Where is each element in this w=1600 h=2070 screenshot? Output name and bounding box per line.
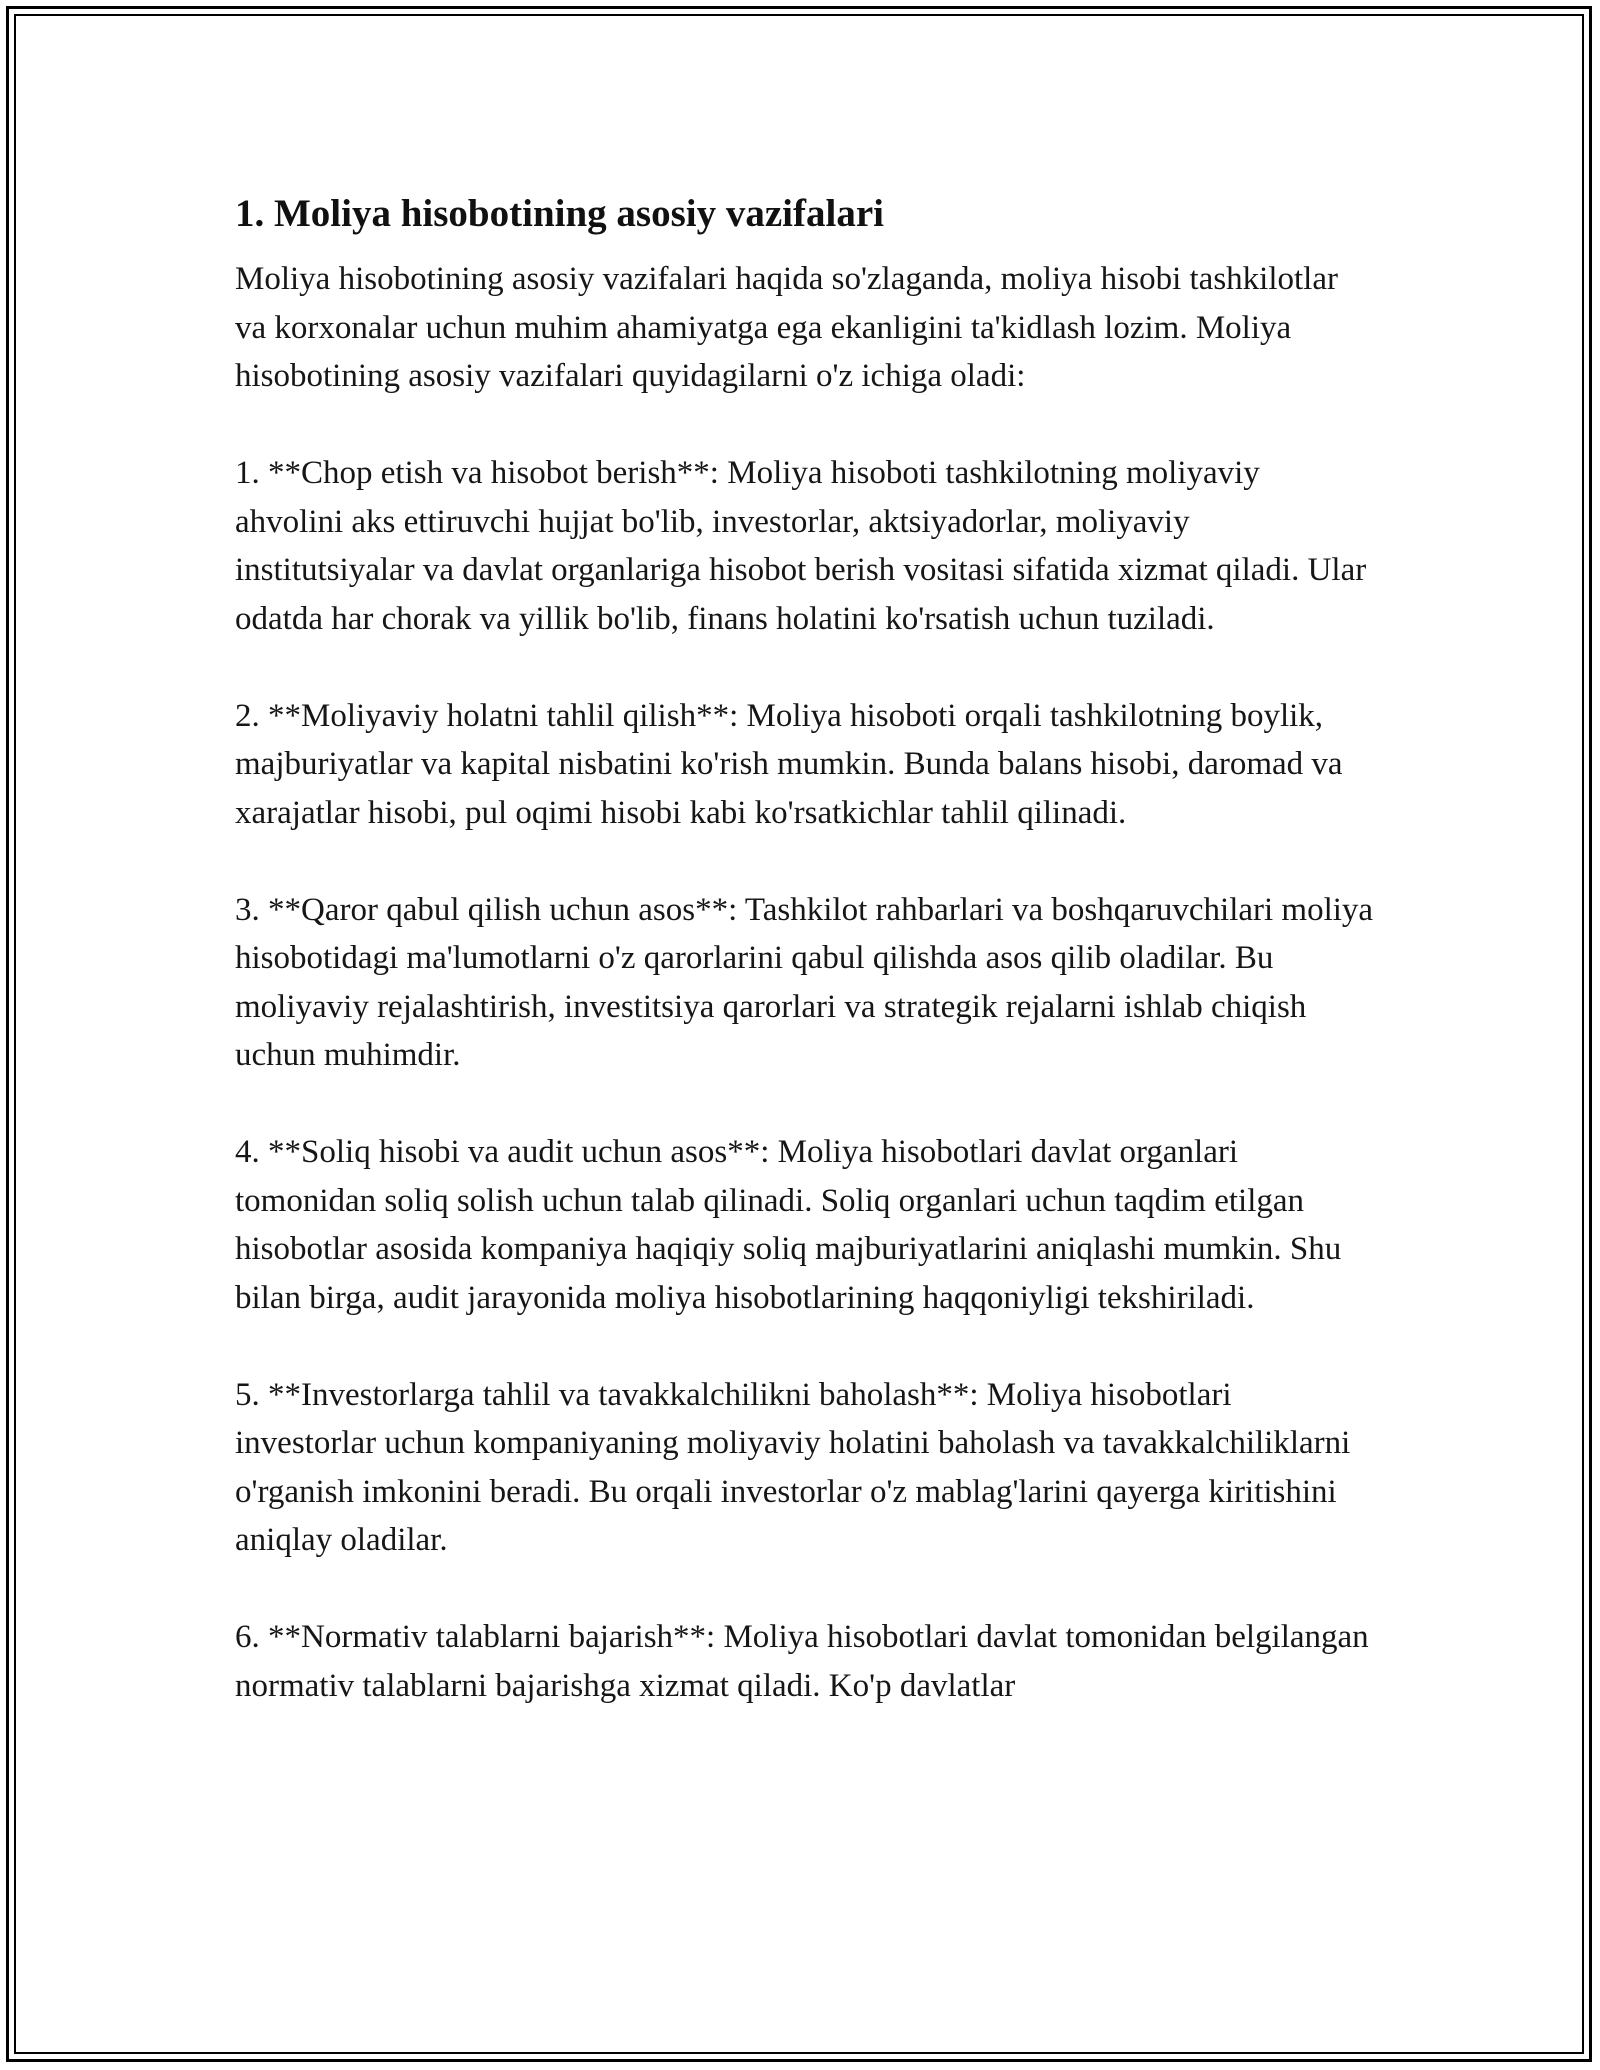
document-body <box>235 185 1375 1710</box>
list-item-5: 5. **Investorlarga tahlil va tavakkalchilikni baholash**: Moliya hisobotlari investorlar uchun kompaniyaning moliyaviy holatini baholash va tavakkalchiliklarni o'rganish imkonini beradi. Bu orqali investorlar o'z mablag'larini qayerga kiritishini aniqlay oladilar. <box>235 1376 1351 1558</box>
intro-paragraph: Moliya hisobotining asosiy vazifalari haqida so'zlaganda, moliya hisobi tashkilotlar va korxonalar uchun muhim ahamiyatga ega ekanligini ta'kidlash lozim. Moliya hisobotining asosiy vazifalari quyidagilarni o'z ichiga oladi: <box>235 261 1338 394</box>
list-item-3: 3. **Qaror qabul qilish uchun asos**: Tashkilot rahbarlari va boshqaruvchilari moliya hisobotidagi ma'lumotlarni o'z qarorlarini qabul qilishda asos qilib oladilar. Bu moliyaviy rejalashtirish, investitsiya qarorlari va strategik rejalarni ishlab chiqish uchun muhimdir. <box>235 891 1374 1073</box>
list-item-2: 2. **Moliyaviy holatni tahlil qilish**: Moliya hisoboti orqali tashkilotning boylik, majburiyatlar va kapital nisbatini ko'rish mumkin. Bunda balans hisobi, daromad va xarajatlar hisobi, pul oqimi hisobi kabi ko'rsatkichlar tahlil qilinadi. <box>235 697 1343 831</box>
list-item-1: 1. **Chop etish va hisobot berish**: Moliya hisoboti tashkilotning moliyaviy ahvolini aks ettiruvchi hujjat bo'lib, investorlar, aktsiyadorlar, moliyaviy institutsiyalar va davlat organlariga hisobot berish vositasi sifatida xizmat qiladi. Ular odatda har chorak va yillik bo'lib, finans holatini ko'rsatish uchun tuziladi. <box>235 455 1367 637</box>
list-item-4: 4. **Soliq hisobi va audit uchun asos**: Moliya hisobotlari davlat organlari tomonidan soliq solish uchun talab qilinadi. Soliq organlari uchun taqdim etilgan hisobotlar asosida kompaniya haqiqiy soliq majburiyatlarini aniqlashi mumkin. Shu bilan birga, audit jarayonida moliya hisobotlarining haqqoniyligi tekshiriladi. <box>235 1134 1342 1316</box>
list-item-6: 6. **Normativ talablarni bajarish**: Moliya hisobotlari davlat tomonidan belgilangan normativ talablarni bajarishga xizmat qiladi. Ko'p davlatlar <box>235 1619 1369 1704</box>
page-title: 1. Moliya hisobotining asosiy vazifalari <box>235 192 884 235</box>
